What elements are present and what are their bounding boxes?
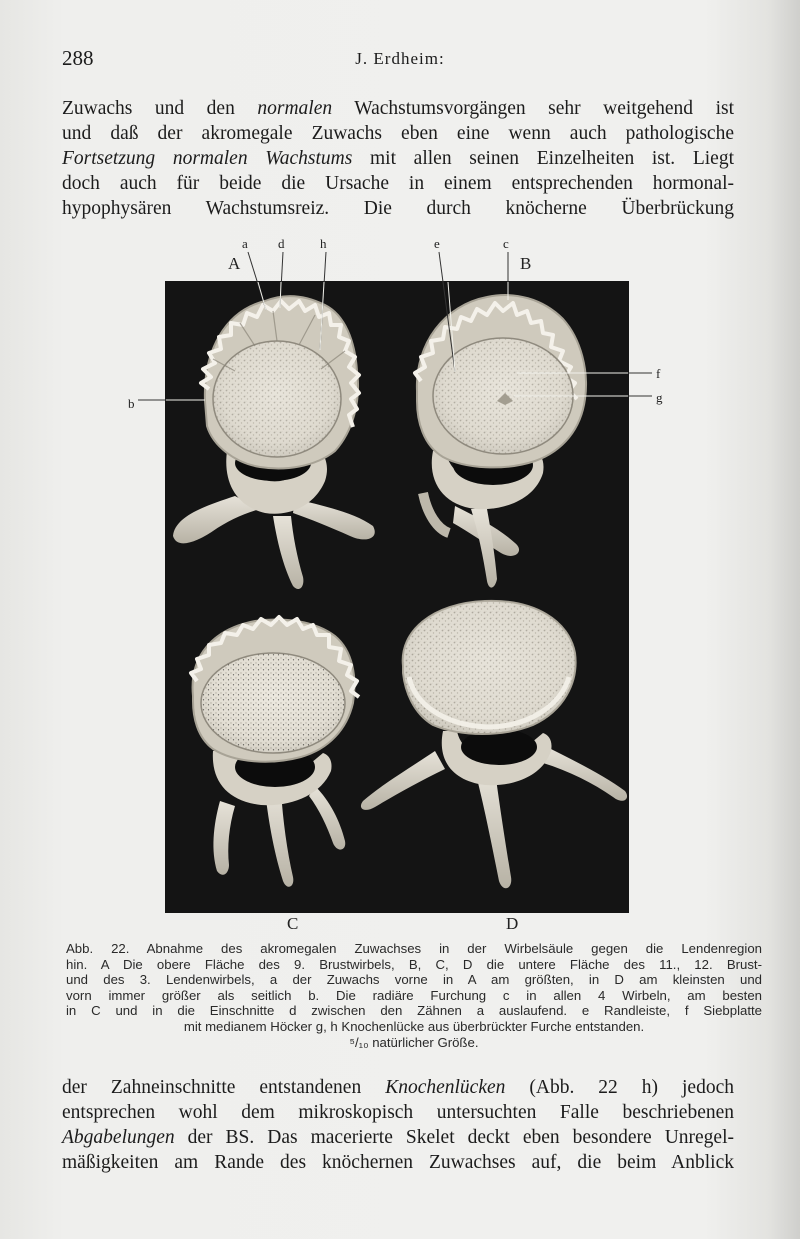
running-head: [62, 46, 738, 76]
text-run: mit allen seinen Einzelheiten ist. Liegt: [352, 148, 734, 169]
italic-run: normalen: [257, 98, 333, 119]
label-e: e: [434, 236, 440, 251]
caption-line: mit medianem Höcker g, h Knochenlücke aus überbrückter Furche entstanden.: [183, 1018, 645, 1034]
italic-run: Fortsetzung normalen Wachstums: [62, 148, 353, 169]
caption-line: in C und in die Einschnitte d zwischen den Zähnen a auslaufend. e Randleiste, f Siebplatte: [66, 1003, 762, 1019]
vertebrae-photograph: [165, 281, 629, 913]
label-h: h: [320, 236, 327, 251]
label-d: d: [278, 236, 285, 251]
label-big-b: B: [520, 254, 532, 273]
text-line: [62, 96, 734, 121]
paragraph-top: [62, 96, 734, 221]
text-line: entsprechen wohl dem mikroskopisch untersuchten Falle beschriebenen: [62, 1102, 734, 1123]
italic-run: Knochenlücken: [385, 1077, 506, 1098]
label-big-a: A: [228, 254, 241, 273]
caption-line: hin. A Die obere Fläche des 9. Brustwirbels, B, C, D die untere Fläche des 11., 12. Brust-: [66, 956, 762, 972]
page-number: 288: [62, 46, 94, 70]
label-big-d: D: [506, 914, 519, 933]
text-run: Wachstumsvorgängen sehr weitgehend ist: [332, 98, 734, 119]
label-f: f: [656, 366, 661, 381]
text-line: [62, 1075, 734, 1100]
text-run: Zuwachs und den: [62, 98, 258, 119]
vertebra-b: [415, 295, 586, 588]
caption-line: vorn immer größer als seitlich b. Die radiäre Furchung c in allen 4 Wirbeln, am besten: [66, 987, 762, 1003]
text-run: der BS. Das macerierte Skelet deckt eben besondere Unregel-: [174, 1127, 734, 1148]
text-line: und daß der akromegale Zuwachs eben eine wenn auch pathologische: [62, 123, 734, 144]
figure-caption: [66, 941, 762, 1050]
text-run: der Zahneinschnitte entstandenen: [62, 1077, 386, 1098]
running-title: J. Erdheim:: [355, 49, 445, 68]
italic-run: Abgabelungen: [62, 1127, 175, 1148]
label-a: a: [242, 236, 248, 251]
text-line: [62, 146, 734, 171]
text-line: doch auch für beide die Ursache in einem entsprechenden hormonal-: [62, 173, 734, 194]
text-line: mäßigkeiten am Rande des knöchernen Zuwachses auf, die beim Anblick: [62, 1152, 734, 1173]
label-c: c: [503, 236, 509, 251]
text-run: (Abb. 22 h) jedoch: [505, 1077, 734, 1098]
text-line: hypophysären Wachstumsreiz. Die durch knöcherne Überbrückung: [62, 198, 734, 219]
vertebra-a: [173, 296, 375, 589]
paragraph-bottom: [62, 1075, 734, 1175]
vertebra-d: [361, 601, 627, 888]
vertebra-c: [191, 617, 359, 887]
caption-line: Abb. 22. Abnahme des akromegalen Zuwachses in der Wirbelsäule gegen die Lendenregion: [66, 941, 762, 956]
figure-vertebrae-photo: [165, 281, 629, 913]
caption-scale: ⁵/₁₀ natürlicher Größe.: [349, 1034, 479, 1050]
text-line: [62, 1125, 734, 1150]
label-b: b: [128, 396, 135, 411]
caption-line: und des 3. Lendenwirbels, a der Zuwachs vorne in A am größten, in D am kleinsten und: [66, 972, 762, 988]
label-g: g: [656, 390, 663, 405]
label-big-c: C: [287, 914, 299, 933]
